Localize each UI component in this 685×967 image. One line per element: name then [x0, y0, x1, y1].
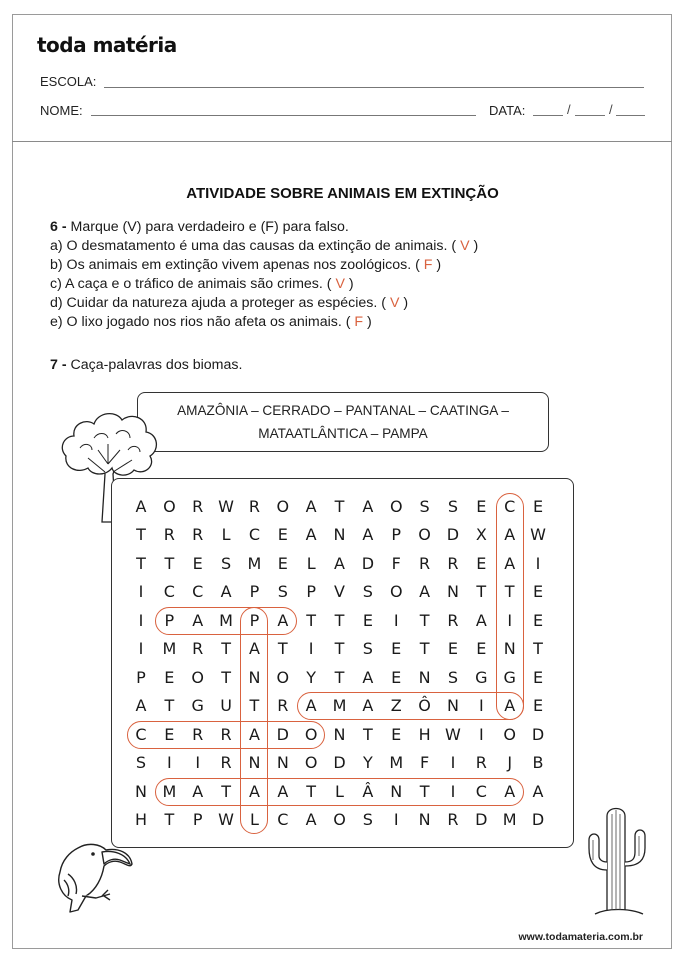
school-label: ESCOLA: — [40, 74, 97, 89]
grid-letter[interactable]: R — [447, 610, 459, 630]
footer-url[interactable]: www.todamateria.com.br — [518, 931, 643, 943]
grid-letter[interactable]: E — [192, 553, 203, 573]
grid-letter[interactable]: P — [391, 525, 402, 545]
grid-letter[interactable]: T — [419, 610, 430, 630]
grid-letter[interactable]: S — [419, 497, 430, 516]
grid-letter[interactable]: I — [308, 639, 314, 659]
grid-letter[interactable]: R — [475, 753, 487, 773]
grid-letter[interactable]: T — [533, 639, 543, 659]
grid-letter[interactable]: O — [333, 809, 346, 829]
grid-letter[interactable]: H — [418, 724, 431, 744]
question-6 — [50, 218, 478, 332]
tf-answer: F — [354, 314, 364, 330]
grid-letter[interactable]: A — [305, 809, 317, 829]
grid-letter[interactable]: M — [389, 753, 404, 773]
grid-letter[interactable]: S — [447, 667, 459, 687]
grid-letter[interactable]: P — [249, 610, 260, 630]
grid-letter[interactable]: O — [389, 582, 403, 602]
grid-letter[interactable]: T — [504, 582, 515, 602]
grid-letter[interactable]: E — [164, 724, 175, 744]
grid-letter[interactable]: T — [362, 724, 373, 744]
grid-letter[interactable]: R — [192, 639, 204, 659]
grid-letter[interactable]: A — [135, 497, 147, 516]
grid-letter[interactable]: T — [277, 639, 288, 659]
tf-answer: V — [335, 276, 345, 292]
grid-letter[interactable]: I — [138, 610, 144, 630]
grid-letter[interactable]: N — [276, 753, 289, 773]
grid-letter[interactable]: N — [418, 667, 431, 687]
grid-letter[interactable]: E — [532, 582, 544, 602]
grid-letter[interactable]: N — [248, 667, 261, 687]
grid-letter[interactable]: O — [276, 497, 290, 516]
question-prompt: Marque (V) para verdadeiro e (F) para falso. — [70, 219, 349, 235]
grid-letter[interactable]: A — [192, 610, 204, 630]
grid-letter[interactable]: O — [304, 724, 318, 744]
grid-letter[interactable]: I — [535, 553, 541, 573]
grid-letter[interactable]: T — [334, 667, 345, 687]
grid-letter[interactable]: E — [532, 696, 544, 716]
grid-letter[interactable]: M — [332, 696, 347, 716]
grid-letter[interactable]: A — [504, 696, 516, 716]
grid-letter[interactable]: T — [419, 781, 430, 801]
tf-statement: c) A caça e o tráfico de animais são crimes. ( — [50, 276, 332, 292]
grid-letter[interactable]: S — [362, 639, 373, 659]
grid-letter[interactable]: T — [136, 525, 146, 545]
grid-letter[interactable]: Z — [390, 696, 402, 716]
grid-letter[interactable]: E — [391, 724, 402, 744]
word-bank-line: MATAATLÂNTICA – PAMPA — [258, 426, 428, 441]
paren: ) — [348, 276, 354, 292]
name-label: NOME: — [40, 103, 83, 118]
grid-letter[interactable]: T — [476, 582, 487, 602]
grid-letter[interactable]: D — [446, 525, 460, 545]
grid-letter[interactable]: R — [447, 809, 459, 829]
grid-letter[interactable]: L — [221, 525, 231, 545]
grid-letter[interactable]: T — [249, 696, 260, 716]
grid-letter[interactable]: R — [419, 553, 431, 573]
grid-letter[interactable]: N — [446, 582, 459, 602]
grid-letter[interactable]: M — [247, 553, 262, 573]
grid-letter[interactable]: I — [507, 610, 513, 630]
grid-letter[interactable]: D — [531, 809, 545, 829]
grid-letter[interactable]: D — [531, 724, 545, 744]
grid-letter[interactable]: T — [306, 610, 317, 630]
grid-letter[interactable]: D — [361, 553, 375, 573]
grid-letter[interactable]: E — [532, 667, 544, 687]
grid-letter[interactable]: L — [306, 553, 316, 573]
grid-letter[interactable]: R — [192, 525, 204, 545]
grid-letter[interactable]: I — [478, 724, 484, 744]
tf-statement: a) O desmatamento é uma das causas da extinção de animais. ( — [50, 238, 457, 254]
grid-letter[interactable]: I — [195, 753, 201, 773]
grid-letter[interactable]: V — [334, 582, 345, 602]
question-prompt: Caça-palavras dos biomas. — [70, 357, 243, 373]
grid-letter[interactable]: I — [167, 753, 172, 773]
grid-letter[interactable]: E — [447, 639, 458, 659]
grid-letter[interactable]: W — [445, 724, 461, 744]
grid-letter[interactable]: D — [475, 809, 488, 829]
grid-letter[interactable]: R — [248, 497, 260, 516]
grid-letter[interactable]: G — [475, 667, 488, 687]
grid-letter[interactable]: T — [136, 553, 146, 573]
header-divider — [12, 141, 672, 142]
grid-letter[interactable]: A — [362, 696, 374, 716]
grid-letter[interactable]: W — [530, 525, 546, 545]
grid-letter[interactable]: C — [135, 724, 147, 744]
grid-letter[interactable]: A — [362, 667, 374, 687]
grid-letter[interactable]: A — [419, 582, 431, 602]
grid-letter[interactable]: E — [476, 553, 487, 573]
grid-letter[interactable]: R — [192, 724, 204, 744]
tf-item — [50, 237, 478, 256]
grid-letter[interactable]: L — [335, 781, 344, 801]
word-bank — [137, 392, 549, 452]
grid-letter[interactable]: F — [419, 753, 430, 773]
grid-letter[interactable]: I — [450, 753, 456, 773]
grid-letter[interactable]: T — [221, 667, 231, 687]
grid-letter[interactable]: R — [163, 525, 175, 545]
grid-letter[interactable]: G — [503, 667, 516, 687]
grid-letter[interactable]: X — [475, 525, 487, 545]
paren: ) — [436, 257, 442, 273]
tf-statement: e) O lixo jogado nos rios não afeta os animais. ( — [50, 314, 351, 330]
grid-letter[interactable]: O — [503, 724, 516, 744]
grid-letter[interactable]: A — [192, 781, 204, 801]
grid-letter[interactable]: T — [334, 497, 345, 516]
name-input-line[interactable] — [91, 115, 476, 116]
grid-letter[interactable]: E — [391, 667, 402, 687]
grid-letter[interactable]: T — [221, 781, 231, 801]
tf-item — [50, 275, 478, 294]
grid-letter[interactable]: N — [135, 781, 147, 801]
grid-letter[interactable]: I — [450, 781, 456, 801]
grid-letter[interactable]: A — [362, 497, 374, 516]
school-input-line[interactable] — [104, 87, 644, 88]
grid-letter[interactable]: T — [419, 639, 430, 659]
grid-letter[interactable]: A — [305, 497, 317, 516]
grid-letter[interactable]: M — [162, 781, 177, 801]
question-7-prompt — [50, 356, 242, 375]
grid-letter[interactable]: O — [418, 525, 431, 545]
grid-letter[interactable]: E — [277, 525, 288, 545]
grid-letter[interactable]: A — [248, 724, 260, 744]
grid-letter[interactable]: A — [475, 610, 487, 630]
question-number: 7 - — [50, 357, 67, 373]
grid-letter[interactable]: T — [221, 639, 231, 659]
grid-letter[interactable]: P — [192, 809, 203, 829]
grid-letter[interactable]: E — [277, 553, 288, 573]
grid-letter[interactable]: P — [306, 582, 316, 602]
grid-letter[interactable]: O — [163, 497, 176, 516]
brand-logo: toda matéria — [37, 33, 177, 57]
paren: ) — [473, 238, 479, 254]
grid-letter[interactable]: O — [276, 667, 290, 687]
grid-letter[interactable]: R — [220, 753, 232, 773]
grid-letter[interactable]: R — [220, 724, 232, 744]
date-year-line[interactable] — [616, 115, 645, 116]
grid-letter[interactable]: F — [391, 553, 401, 573]
tf-item — [50, 256, 478, 275]
tf-item — [50, 313, 478, 332]
grid-letter[interactable]: A — [277, 610, 289, 630]
grid-letter[interactable]: I — [138, 582, 144, 602]
date-label: DATA: — [489, 103, 526, 118]
question-number: 6 - — [50, 219, 67, 235]
grid-letter[interactable]: C — [163, 582, 175, 602]
grid-letter[interactable]: A — [504, 781, 516, 801]
grid-letter[interactable]: S — [362, 582, 373, 602]
grid-letter[interactable]: I — [393, 610, 399, 630]
grid-letter[interactable]: I — [138, 639, 144, 659]
grid-letter[interactable]: A — [135, 696, 147, 716]
grid-letter[interactable]: Â — [362, 781, 374, 801]
grid-letter[interactable]: D — [276, 724, 289, 744]
cactus-icon — [583, 800, 653, 918]
grid-letter[interactable]: P — [249, 582, 260, 602]
grid-letter[interactable]: C — [475, 781, 487, 801]
toucan-icon — [44, 838, 136, 916]
grid-letter[interactable]: H — [134, 809, 148, 829]
grid-letter[interactable]: M — [219, 610, 233, 630]
tf-answer: V — [460, 238, 470, 254]
grid-letter[interactable]: B — [532, 753, 544, 773]
date-month-line[interactable] — [575, 115, 605, 116]
grid-letter[interactable]: C — [504, 497, 516, 516]
grid-letter[interactable]: S — [277, 582, 288, 602]
grid-letter[interactable]: A — [305, 525, 317, 545]
grid-letter[interactable]: M — [502, 809, 517, 829]
grid-letter[interactable]: E — [532, 610, 544, 630]
grid-letter[interactable]: E — [476, 497, 487, 516]
grid-letter[interactable]: J — [507, 753, 513, 773]
grid-letter[interactable]: R — [277, 696, 289, 716]
grid-letter[interactable]: A — [305, 696, 317, 716]
grid-letter[interactable]: C — [248, 525, 261, 545]
grid-letter[interactable]: N — [503, 639, 516, 659]
grid-letter[interactable]: A — [504, 553, 516, 573]
tf-statement: b) Os animais em extinção vivem apenas nos zoológicos. ( — [50, 257, 420, 273]
grid-letter[interactable]: T — [334, 639, 345, 659]
grid-letter[interactable]: Y — [306, 667, 317, 687]
grid-letter[interactable]: G — [191, 696, 204, 716]
grid-letter[interactable]: A — [220, 582, 232, 602]
grid-letter[interactable]: D — [333, 753, 346, 773]
grid-letter[interactable]: O — [389, 497, 403, 516]
date-separator: / — [567, 102, 571, 117]
grid-letter[interactable]: E — [476, 639, 487, 659]
grid-letter[interactable]: R — [192, 497, 204, 516]
grid-letter[interactable]: S — [221, 553, 232, 573]
grid-letter[interactable]: S — [447, 497, 459, 516]
grid-letter[interactable]: E — [391, 639, 402, 659]
activity-title: ATIVIDADE SOBRE ANIMAIS EM EXTINÇÃO — [186, 185, 499, 202]
grid-letter[interactable]: L — [249, 809, 259, 829]
date-separator: / — [609, 102, 613, 117]
tf-answer: V — [389, 295, 400, 311]
grid-letter[interactable]: N — [446, 696, 459, 716]
grid-letter[interactable]: C — [192, 582, 204, 602]
tf-item — [50, 294, 478, 313]
grid-letter[interactable]: E — [362, 610, 373, 630]
tf-answer: F — [423, 257, 433, 273]
grid-letter[interactable]: P — [164, 610, 175, 630]
grid-letter[interactable]: O — [304, 753, 318, 773]
grid-letter[interactable]: U — [220, 696, 232, 716]
grid-letter[interactable]: R — [447, 553, 459, 573]
grid-letter[interactable]: S — [362, 809, 373, 829]
grid-letter[interactable]: Ô — [418, 696, 431, 716]
grid-letter[interactable]: E — [532, 497, 544, 516]
grid-letter[interactable]: N — [390, 781, 403, 801]
grid-letter[interactable]: A — [248, 639, 260, 659]
grid-letter[interactable]: C — [277, 809, 289, 829]
grid-letter[interactable]: M — [162, 639, 177, 659]
grid-letter[interactable]: W — [218, 497, 234, 516]
date-day-line[interactable] — [533, 115, 563, 116]
grid-letter[interactable]: A — [504, 525, 516, 545]
question-6-prompt — [50, 218, 478, 237]
grid-letter[interactable]: N — [333, 724, 346, 744]
grid-letter[interactable]: A — [334, 553, 345, 573]
grid-letter[interactable]: I — [393, 809, 399, 829]
grid-letter[interactable]: T — [164, 553, 175, 573]
paren: ) — [403, 295, 409, 311]
grid-letter[interactable]: N — [248, 753, 261, 773]
grid-letter[interactable]: P — [136, 667, 146, 687]
grid-letter[interactable]: T — [334, 610, 345, 630]
paren: ) — [367, 314, 372, 330]
grid-letter[interactable]: N — [418, 809, 431, 829]
grid-letter[interactable]: I — [478, 696, 484, 716]
tf-statement: d) Cuidar da natureza ajuda a proteger as espécies. ( — [50, 295, 386, 311]
grid-letter[interactable]: A — [277, 781, 289, 801]
grid-letter[interactable]: S — [135, 753, 147, 773]
word-bank-line: AMAZÔNIA – CERRADO – PANTANAL – CAATINGA – — [177, 403, 509, 418]
grid-letter[interactable]: A — [248, 781, 260, 801]
grid-letter[interactable]: T — [164, 809, 175, 829]
grid-letter[interactable]: W — [218, 809, 234, 829]
word-search-grid — [111, 478, 574, 848]
grid-letter[interactable]: T — [306, 781, 317, 801]
grid-letter[interactable]: Y — [362, 753, 373, 773]
grid-letter[interactable]: E — [164, 667, 175, 687]
grid-letter[interactable]: A — [362, 525, 374, 545]
grid-letter[interactable]: A — [532, 781, 544, 801]
grid-letter[interactable]: N — [333, 525, 346, 545]
grid-letter[interactable]: O — [191, 667, 205, 687]
grid-letter[interactable]: T — [164, 696, 175, 716]
